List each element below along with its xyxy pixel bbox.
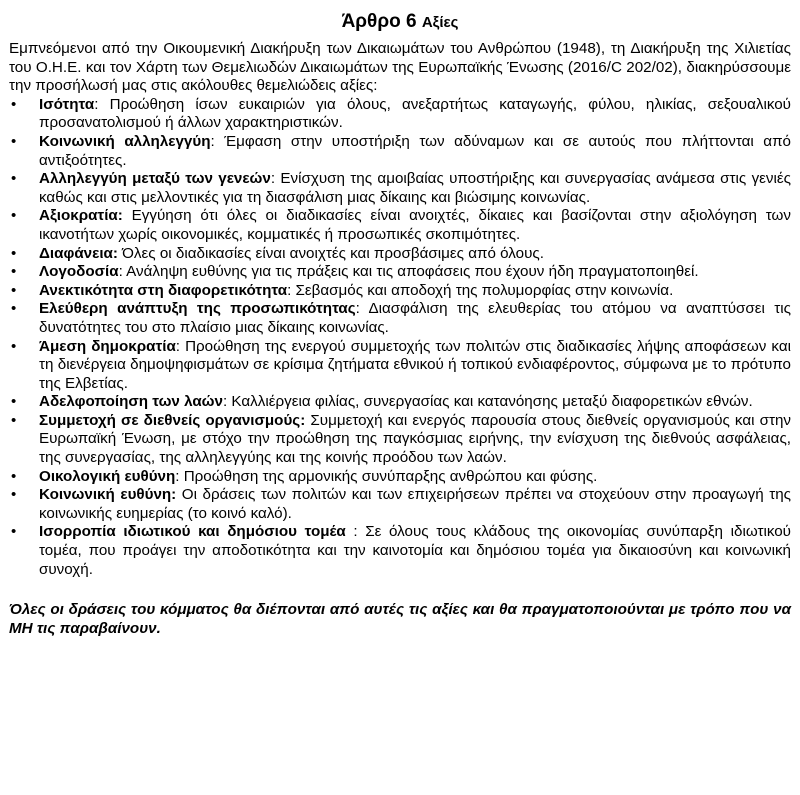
bullet-icon: • [11, 300, 17, 318]
value-description: : Έμφαση στην υποστήριξη των αδύναμων και σε αυτούς που πλήττονται από αντιξοότητες. [39, 132, 791, 169]
bullet-icon: • [11, 263, 17, 281]
value-description: Όλες οι διαδικασίες είναι ανοιχτές και προσβάσιμες από όλους. [117, 244, 544, 262]
value-term: Ανεκτικότητα στη διαφορετικότητα [39, 281, 288, 299]
list-item [9, 170, 791, 207]
value-term: Κοινωνική αλληλεγγύη [39, 132, 211, 150]
bullet-icon: • [11, 281, 17, 299]
bullet-icon: • [11, 523, 17, 541]
value-term: Οικολογική ευθύνη [39, 467, 176, 485]
intro-paragraph: Εμπνεόμενοι από την Οικουμενική Διακήρυξη των Δικαιωμάτων του Ανθρώπου (1948), τη Διακήρυξη της Χιλιετίας του Ο.Η.Ε. και τον Χάρτη των Θεμελιωδών Δικαιωμάτων της Ευρωπαϊκής Ένωσης (2016/C 202/02), διακηρύσσουμε την προσήλωσή μας στις ακόλουθες θεμελιώδεις αξίες: [9, 40, 791, 95]
article-title [9, 10, 791, 35]
list-item [9, 282, 791, 301]
bullet-icon: • [11, 170, 17, 188]
list-item [9, 96, 791, 133]
value-term: Αλληλεγγύη μεταξύ των γενεών [39, 170, 271, 188]
list-item [9, 393, 791, 412]
value-term: Ελεύθερη ανάπτυξη της προσωπικότητας [39, 300, 356, 318]
value-term: Αδελφοποίηση των λαών [39, 393, 223, 411]
value-term: Κοινωνική ευθύνη: [39, 486, 177, 504]
bullet-icon: • [11, 486, 17, 504]
values-list [9, 96, 791, 579]
value-term: Συμμετοχή σε διεθνείς οργανισμούς: [39, 411, 306, 429]
list-item [9, 468, 791, 487]
value-description: : Προώθηση ίσων ευκαιριών για όλους, ανεξαρτήτως καταγωγής, φύλου, ηλικίας, σεξουαλικού προσανατολισμού ή άλλων χαρακτηριστικών. [39, 95, 791, 132]
bullet-icon: • [11, 337, 17, 355]
bullet-icon: • [11, 95, 17, 113]
value-description: : Ενίσχυση της αμοιβαίας υποστήριξης και συνεργασίας ανάμεσα στις γενιές καθώς και στις μελλοντικές για τη διασφάλιση μιας δίκαιης και βιώσιμης κοινωνίας. [39, 170, 791, 206]
list-item [9, 263, 791, 282]
value-description: : Ανάληψη ευθύνης για τις πράξεις και τις αποφάσεις που έχουν ήδη πραγματοποιηθεί. [118, 263, 699, 281]
value-term: Διαφάνεια: [39, 244, 118, 262]
list-item [9, 486, 791, 523]
list-item [9, 338, 791, 394]
list-item [9, 133, 791, 170]
list-item [9, 245, 791, 264]
value-description: Συμμετοχή και ενεργός παρουσία στους διεθνείς οργανισμούς και στην Ευρωπαϊκή Ένωση, με στόχο την προώθηση της παγκόσμιας ειρήνης, την ενίσχυση της διεθνούς ασφάλειας, της συνεργασίας, της αλληλεγγύης και της κοινής προόδου των λαών. [39, 411, 791, 467]
value-description: : Προώθηση της ενεργού συμμετοχής των πολιτών στις διαδικασίες λήψης αποφάσεων και τη διενέργεια δημοψηφισμάτων σε κρίσιμα ζητήματα εθνικού ή τοπικού ενδιαφέροντος, σύμφωνα με το πρότυπο της Ελβετίας. [39, 337, 791, 392]
list-item [9, 412, 791, 468]
list-item [9, 523, 791, 579]
value-description: Εγγύηση ότι όλες οι διαδικασίες είναι ανοιχτές, δίκαιες και βασίζονται στην αξιολόγηση των ικανοτήτων χωρίς οικονομικές, κομματικές ή προσωπικές σκοπιμότητες. [39, 207, 791, 243]
value-term: Λογοδοσία [39, 263, 119, 281]
value-description: : Σεβασμός και αποδοχή της πολυμορφίας στην κοινωνία. [287, 281, 674, 299]
value-description: Οι δράσεις των πολιτών και των επιχειρήσεων πρέπει να στοχεύουν στην προαγωγή της κοινωνικής ευημερίας (το κοινό καλό). [39, 486, 791, 522]
article-title-main: Άρθρο 6 [341, 11, 417, 32]
bullet-icon: • [11, 467, 17, 485]
value-description: : Σε όλους τους κλάδους της οικονομίας συνύπαρξη ιδιωτικού τομέα, που προάγει την αποδοτικότητα και την καινοτομία και δημόσιου τομέα για δικαιοσύνη και κοινωνική συνοχή. [39, 523, 791, 578]
list-item [9, 300, 791, 337]
closing-statement: Όλες οι δράσεις του κόμματος θα διέπονται από αυτές τις αξίες και θα πραγματοποιούνται με τρόπο που να ΜΗ τις παραβαίνουν. [9, 601, 791, 637]
bullet-icon: • [11, 411, 17, 429]
list-item [9, 207, 791, 244]
value-term: Ισορροπία ιδιωτικού και δημόσιου τομέα [39, 523, 346, 541]
value-description: : Διασφάλιση της ελευθερίας του ατόμου να αναπτύσσει τις δυνατότητες του στο πλαίσιο μιας δίκαιης κοινωνίας. [39, 300, 791, 336]
value-term: Άμεση δημοκρατία [39, 337, 176, 355]
bullet-icon: • [11, 132, 17, 150]
bullet-icon: • [11, 207, 17, 225]
value-term: Ισότητα [39, 95, 95, 113]
bullet-icon: • [11, 393, 17, 411]
value-term: Αξιοκρατία: [39, 207, 123, 225]
article-title-sub: Αξίες [421, 14, 459, 31]
value-description: : Προώθηση της αρμονικής συνύπαρξης ανθρώπου και φύσης. [175, 467, 598, 485]
bullet-icon: • [11, 244, 17, 262]
value-description: : Καλλιέργεια φιλίας, συνεργασίας και κατανόησης μεταξύ διαφορετικών εθνών. [222, 393, 753, 411]
